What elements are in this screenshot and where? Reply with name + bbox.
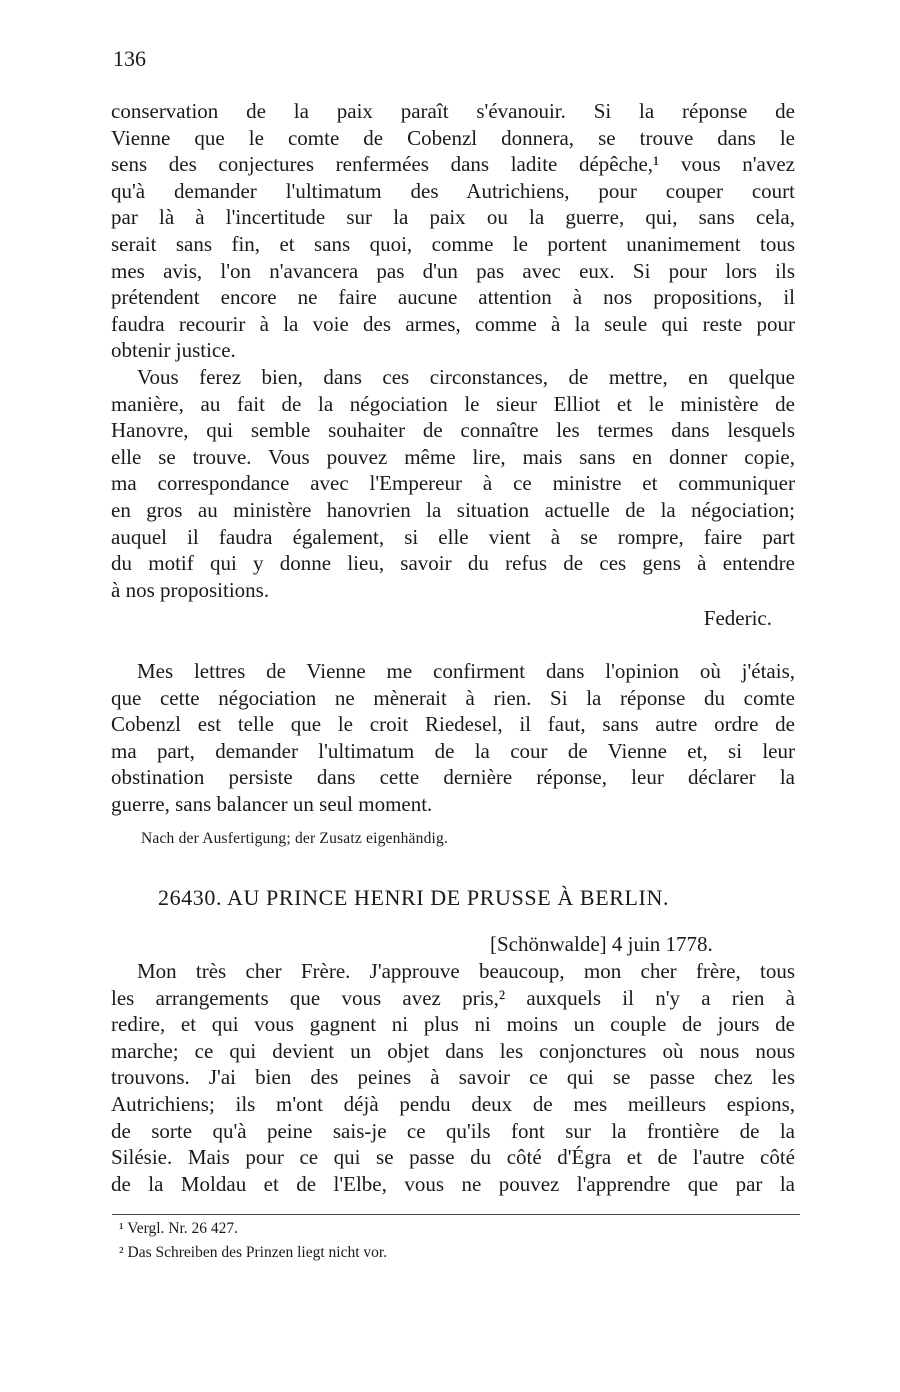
letter-body xyxy=(111,958,795,1197)
text-line: ma correspondance avec l'Empereur à ce ministre et communiquer xyxy=(111,471,795,496)
text-line: qu'à demander l'ultimatum des Autrichiens, pour couper court xyxy=(111,178,795,203)
text-line: Hanovre, qui semble souhaiter de connaître les termes dans lesquels xyxy=(111,418,795,443)
text-line: auquel il faudra également, si elle vient à se rompre, faire part xyxy=(111,524,795,549)
text-line: redire, et qui vous gagnent ni plus ni moins un couple de jours de xyxy=(111,1012,795,1037)
footnote-1: ¹ Vergl. Nr. 26 427. xyxy=(119,1220,239,1237)
text-line: Mon très cher Frère. J'approuve beaucoup, mon cher frère, tous xyxy=(137,959,795,983)
text-line: conservation de la paix paraît s'évanouir. Si la réponse de xyxy=(111,99,795,123)
text-line: ma part, demander l'ultimatum de la cour de Vienne et, si leur xyxy=(111,738,795,763)
text-line: Mes lettres de Vienne me confirment dans l'opinion où j'étais, xyxy=(137,659,795,683)
dateline: [Schönwalde] 4 juin 1778. xyxy=(490,932,713,956)
text-line: prétendent encore ne faire aucune attention à nos propositions, il xyxy=(111,285,795,310)
source-note: Nach der Ausfertigung; der Zusatz eigenhändig. xyxy=(141,830,449,847)
text-line: Vous ferez bien, dans ces circonstances, de mettre, en quelque xyxy=(137,365,795,389)
paragraph-1 xyxy=(111,98,795,364)
text-line: obstination persiste dans cette dernière réponse, leur déclarer la xyxy=(111,765,795,790)
page-number: 136 xyxy=(113,46,146,71)
postscript xyxy=(111,658,795,818)
text-line: Silésie. Mais pour ce qui se passe du côté d'Égra et de l'autre côté xyxy=(111,1145,795,1170)
footnote-2: ² Das Schreiben des Prinzen liegt nicht vor. xyxy=(119,1244,388,1261)
text-line: Autrichiens; ils m'ont déjà pendu deux de mes meilleurs espions, xyxy=(111,1091,795,1116)
text-line: à nos propositions. xyxy=(111,577,270,602)
text-line: faudra recourir à la voie des armes, comme à la seule qui reste pour xyxy=(111,311,795,336)
paragraph-2 xyxy=(111,364,795,603)
text-line: mes avis, l'on n'avancera pas d'un pas avec eux. Si pour lors ils xyxy=(111,258,795,283)
text-line: guerre, sans balancer un seul moment. xyxy=(111,791,433,816)
text-line: sens des conjectures renfermées dans ladite dépêche,¹ vous n'avez xyxy=(111,152,795,177)
text-line: Cobenzl est telle que le croit Riedesel, il faut, sans autre ordre de xyxy=(111,712,795,737)
text-line: les arrangements que vous avez pris,² auxquels il n'y a rien à xyxy=(111,985,795,1010)
text-line: que cette négociation ne mènerait à rien. Si la réponse du comte xyxy=(111,685,795,710)
text-line: elle se trouve. Vous pouvez même lire, mais sans en donner copie, xyxy=(111,444,795,469)
text-line: du motif qui y donne lieu, savoir du refus de ces gens à entendre xyxy=(111,551,795,576)
letter-heading: 26430. AU PRINCE HENRI DE PRUSSE À BERLIN. xyxy=(158,885,670,910)
text-line: de la Moldau et de l'Elbe, vous ne pouvez l'apprendre que par la xyxy=(111,1171,795,1196)
text-line: obtenir justice. xyxy=(111,338,236,363)
text-line: Vienne que le comte de Cobenzl donnera, se trouve dans le xyxy=(111,125,795,150)
text-line: manière, au fait de la négociation le sieur Elliot et le ministère de xyxy=(111,391,795,416)
text-line: en gros au ministère hanovrien la situation actuelle de la négociation; xyxy=(111,497,795,522)
footnote-divider xyxy=(112,1214,800,1215)
text-line: trouvons. J'ai bien des peines à savoir ce qui se passe chez les xyxy=(111,1065,795,1090)
signature: Federic. xyxy=(703,606,772,630)
text-line: par là à l'incertitude sur la paix ou la guerre, qui, sans cela, xyxy=(111,205,795,230)
text-line: de sorte qu'à peine sais-je ce qu'ils font sur la frontière de la xyxy=(111,1118,795,1143)
text-line: marche; ce qui devient un objet dans les conjonctures où nous nous xyxy=(111,1038,795,1063)
text-line: serait sans fin, et sans quoi, comme le portent unanimement tous xyxy=(111,231,795,256)
